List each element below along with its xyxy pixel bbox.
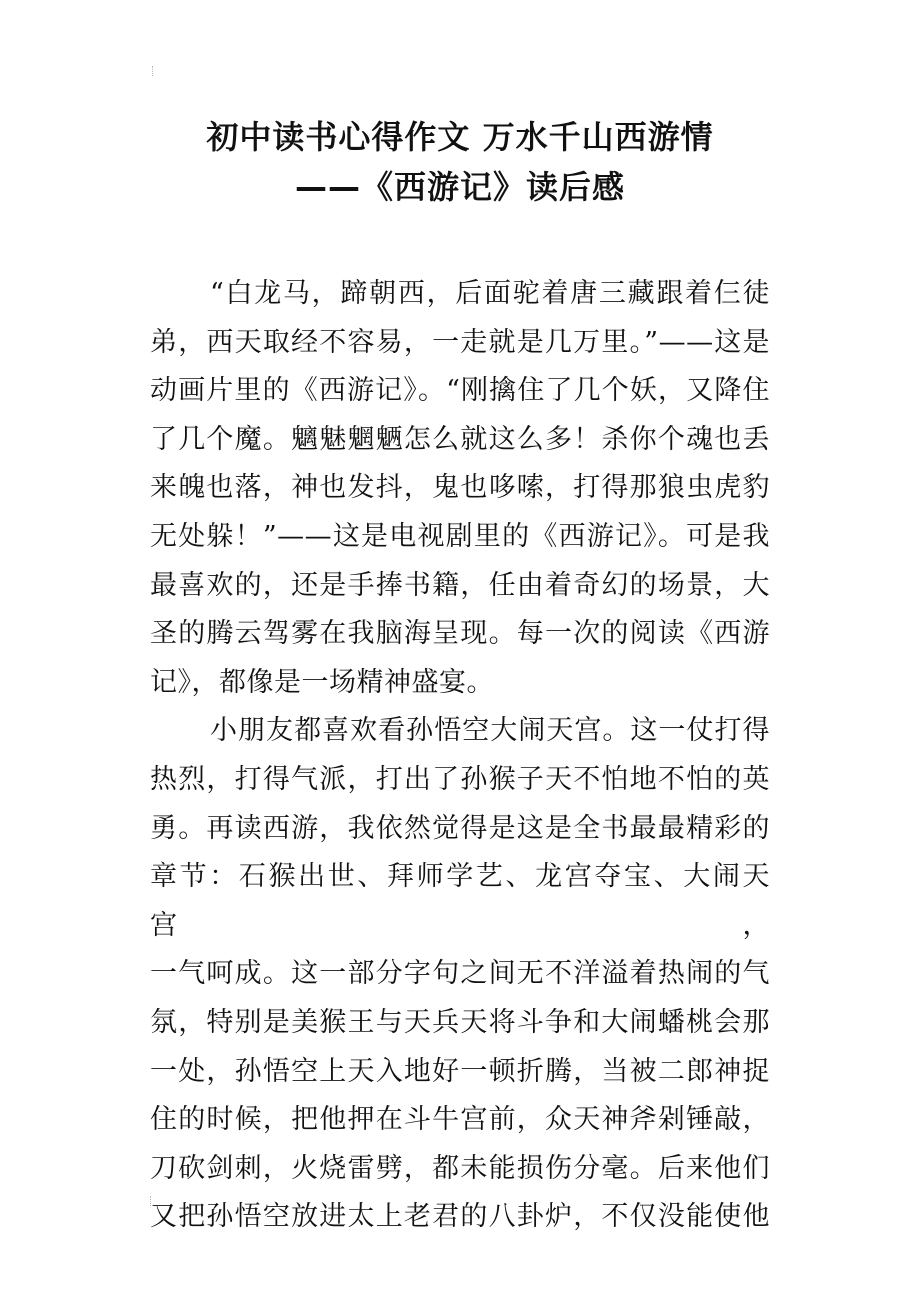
article-body bbox=[150, 270, 770, 1242]
text-line: 动画片里的《西游记》。“刚擒住了几个妖，又降住 bbox=[150, 375, 770, 407]
text-line: 圣的腾云驾雾在我脑海呈现。每一次的阅读《西游 bbox=[150, 618, 770, 650]
text-line: 无处躲！”——这是电视剧里的《西游记》。可是我 bbox=[150, 520, 770, 552]
text-line: 章节：石猴出世、拜师学艺、龙宫夺宝、大闹天宫， bbox=[150, 861, 770, 941]
title-line-2: ——《西游记》读后感 bbox=[294, 168, 625, 206]
text-line: 氛，特别是美猴王与天兵天将斗争和大闹蟠桃会那 bbox=[150, 1006, 770, 1038]
text-line: 热烈，打得气派，打出了孙猴子天不怕地不怕的英 bbox=[150, 763, 770, 795]
text-line: 来魄也落，神也发抖，鬼也哆嗦，打得那狼虫虎豹 bbox=[150, 472, 770, 504]
text-line: 一气呵成。这一部分字句之间无不洋溢着热闹的气 bbox=[150, 958, 770, 990]
text-line: 又把孙悟空放进太上老君的八卦炉，不仅没能使他 bbox=[150, 1201, 770, 1233]
text-line: 住的时候，把他押在斗牛宫前，众天神斧剁锤敲， bbox=[150, 1104, 770, 1136]
paragraph-1 bbox=[150, 270, 770, 707]
text-line: 了几个魔。魑魅魍魉怎么就这么多！杀你个魂也丢 bbox=[150, 423, 770, 455]
corner-crop-mark bbox=[152, 66, 159, 76]
text-line: 最喜欢的，还是手捧书籍，任由着奇幻的场景，大 bbox=[150, 569, 770, 601]
corner-crop-mark bbox=[150, 1196, 157, 1206]
paragraph-2 bbox=[150, 707, 770, 1242]
text-line: 一处，孙悟空上天入地好一顿折腾，当被二郎神捉 bbox=[150, 1055, 770, 1087]
text-line: 记》，都像是一场精神盛宴。 bbox=[150, 666, 494, 698]
page-title bbox=[0, 112, 920, 212]
text-line: 弟，西天取经不容易，一走就是几万里。”——这是 bbox=[150, 326, 770, 358]
text-line: 刀砍剑刺，火烧雷劈，都未能损伤分毫。后来他们 bbox=[150, 1152, 770, 1184]
text-line: “白龙马，蹄朝西，后面驼着唐三藏跟着仨徒 bbox=[210, 278, 770, 309]
title-line-1: 初中读书心得作文 万水千山西游情 bbox=[206, 118, 714, 156]
text-line: 小朋友都喜欢看孙悟空大闹天宫。这一仗打得 bbox=[210, 715, 770, 747]
text-line: 勇。再读西游，我依然觉得是这是全书最最精彩的 bbox=[150, 812, 770, 844]
